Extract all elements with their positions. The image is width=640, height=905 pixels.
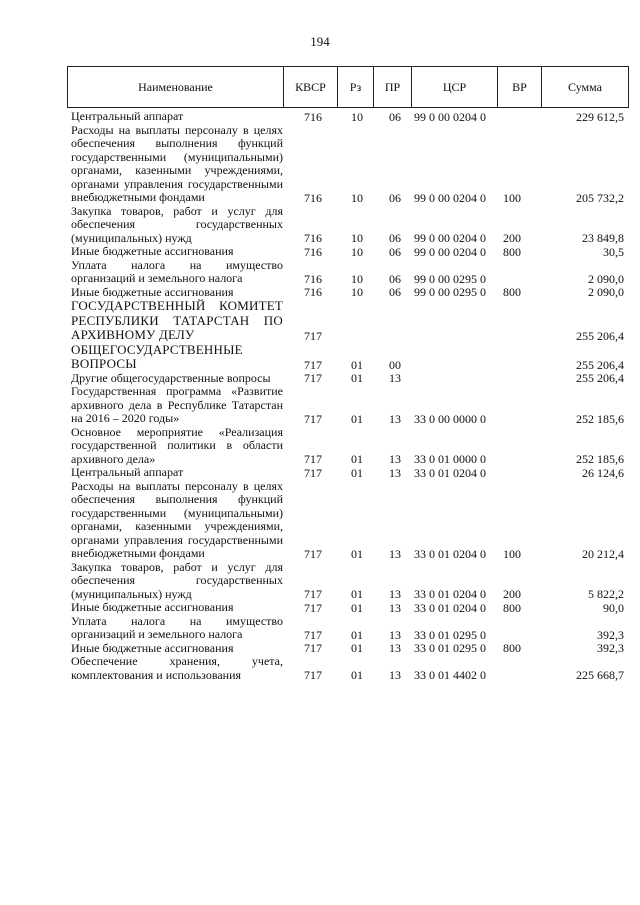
cell-vr: 100 bbox=[503, 546, 521, 561]
cell-rz: 01 bbox=[351, 600, 363, 615]
cell-rz: 10 bbox=[351, 244, 363, 259]
cell-pr: 13 bbox=[389, 546, 401, 561]
cell-csr: 99 0 00 0204 0 bbox=[414, 109, 486, 124]
cell-pr: 13 bbox=[389, 465, 401, 480]
row-values bbox=[67, 628, 628, 642]
cell-csr: 33 0 00 0000 0 bbox=[414, 411, 486, 426]
cell-kvsr: 717 bbox=[304, 668, 322, 682]
cell-rz: 01 bbox=[351, 357, 363, 372]
cell-kvsr: 716 bbox=[304, 109, 322, 124]
page-number: 194 bbox=[310, 34, 330, 49]
cell-rz: 01 bbox=[351, 411, 363, 426]
cell-name: Иные бюджетные ассигнования bbox=[71, 244, 234, 258]
row-values bbox=[67, 231, 628, 245]
cell-sum: 255 206,4 bbox=[576, 328, 624, 343]
cell-pr: 13 bbox=[389, 641, 401, 655]
table-row bbox=[67, 561, 628, 602]
header-sum: Сумма bbox=[542, 67, 629, 108]
cell-name: Расходы на выплаты персоналу в целях обеспечения выполнения функций государственными (муниципальными) органами, казенными учреждениями, органами управления государственными внебюджетными фондами bbox=[71, 478, 283, 560]
cell-name: Закупка товаров, работ и услуг для обеспечения государственных (муниципальных) нужд bbox=[71, 559, 283, 601]
cell-kvsr: 716 bbox=[304, 190, 322, 205]
cell-name: Закупка товаров, работ и услуг для обеспечения государственных (муниципальных) нужд bbox=[71, 203, 283, 245]
cell-name: ОБЩЕГОСУДАРСТВЕННЫЕ ВОПРОСЫ bbox=[71, 341, 243, 371]
cell-sum: 90,0 bbox=[603, 600, 624, 615]
table-row bbox=[67, 601, 628, 615]
cell-csr: 99 0 00 0204 0 bbox=[414, 190, 486, 205]
cell-pr: 06 bbox=[389, 285, 401, 299]
table-row bbox=[67, 480, 628, 561]
table-body bbox=[67, 110, 628, 682]
cell-pr: 00 bbox=[389, 357, 401, 372]
cell-sum: 229 612,5 bbox=[576, 109, 624, 124]
row-values bbox=[67, 110, 628, 124]
cell-vr: 800 bbox=[503, 641, 521, 655]
cell-csr: 99 0 00 0204 0 bbox=[414, 231, 486, 245]
cell-sum: 252 185,6 bbox=[576, 411, 624, 426]
row-values bbox=[67, 668, 628, 682]
cell-csr: 33 0 01 0204 0 bbox=[414, 465, 486, 480]
cell-csr: 33 0 01 0204 0 bbox=[414, 587, 486, 601]
cell-kvsr: 716 bbox=[304, 285, 322, 299]
cell-sum: 225 668,7 bbox=[576, 668, 624, 682]
cell-sum: 2 090,0 bbox=[588, 285, 624, 299]
cell-kvsr: 716 bbox=[304, 231, 322, 245]
cell-name: Иные бюджетные ассигнования bbox=[71, 640, 234, 655]
row-values bbox=[67, 412, 628, 426]
row-values bbox=[67, 371, 628, 385]
cell-kvsr: 717 bbox=[304, 627, 322, 642]
cell-rz: 01 bbox=[351, 641, 363, 655]
header-rz: Рз bbox=[338, 67, 374, 108]
cell-kvsr: 717 bbox=[304, 641, 322, 655]
cell-csr: 33 0 01 0000 0 bbox=[414, 452, 486, 466]
cell-pr: 06 bbox=[389, 244, 401, 259]
table-row bbox=[67, 642, 628, 656]
cell-sum: 205 732,2 bbox=[576, 190, 624, 205]
cell-rz: 10 bbox=[351, 190, 363, 205]
cell-name: Уплата налога на имущество организаций и земельного налога bbox=[71, 257, 283, 285]
cell-kvsr: 717 bbox=[304, 465, 322, 480]
cell-kvsr: 717 bbox=[304, 328, 322, 343]
cell-sum: 255 206,4 bbox=[576, 371, 624, 385]
table-row bbox=[67, 110, 628, 124]
cell-name: ГОСУДАРСТВЕННЫЙ КОМИТЕТ РЕСПУБЛИКИ ТАТАРСТАН ПО АРХИВНОМУ ДЕЛУ bbox=[71, 298, 283, 342]
cell-rz: 01 bbox=[351, 668, 363, 682]
cell-pr: 13 bbox=[389, 371, 401, 385]
cell-rz: 01 bbox=[351, 465, 363, 480]
cell-sum: 30,5 bbox=[603, 244, 624, 259]
table-header bbox=[67, 66, 629, 108]
row-values bbox=[67, 466, 628, 480]
cell-kvsr: 717 bbox=[304, 452, 322, 466]
cell-name: Государственная программа «Развитие архивного дела в Республике Татарстан на 2016 – 2020 годы» bbox=[71, 384, 283, 425]
cell-kvsr: 717 bbox=[304, 600, 322, 615]
cell-kvsr: 716 bbox=[304, 244, 322, 259]
cell-rz: 01 bbox=[351, 587, 363, 601]
row-values bbox=[67, 547, 628, 561]
cell-pr: 13 bbox=[389, 627, 401, 642]
table-row bbox=[67, 372, 628, 386]
cell-sum: 2 090,0 bbox=[588, 271, 624, 286]
cell-sum: 5 822,2 bbox=[588, 587, 624, 601]
table-row bbox=[67, 259, 628, 286]
header-kvsr: КВСР bbox=[284, 67, 338, 108]
table-row bbox=[67, 343, 628, 372]
cell-csr: 33 0 01 0295 0 bbox=[414, 641, 486, 655]
row-values bbox=[67, 272, 628, 286]
cell-name: Уплата налога на имущество организаций и земельного налога bbox=[71, 613, 283, 641]
table-row bbox=[67, 655, 628, 682]
table-row bbox=[67, 124, 628, 205]
table-row bbox=[67, 245, 628, 259]
cell-pr: 06 bbox=[389, 231, 401, 245]
table-row bbox=[67, 205, 628, 246]
cell-sum: 26 124,6 bbox=[582, 465, 624, 480]
cell-sum: 20 212,4 bbox=[582, 546, 624, 561]
cell-csr: 33 0 01 4402 0 bbox=[414, 668, 486, 682]
cell-name: Центральный аппарат bbox=[71, 465, 184, 479]
cell-name: Иные бюджетные ассигнования bbox=[71, 600, 234, 614]
cell-pr: 06 bbox=[389, 109, 401, 124]
cell-pr: 13 bbox=[389, 452, 401, 466]
cell-vr: 800 bbox=[503, 600, 521, 615]
cell-vr: 800 bbox=[503, 244, 521, 259]
cell-sum: 392,3 bbox=[597, 627, 624, 642]
table-row bbox=[67, 615, 628, 642]
cell-vr: 200 bbox=[503, 231, 521, 245]
cell-sum: 23 849,8 bbox=[582, 231, 624, 245]
header-csr: ЦСР bbox=[412, 67, 498, 108]
cell-csr: 99 0 00 0295 0 bbox=[414, 271, 486, 286]
cell-rz: 10 bbox=[351, 285, 363, 299]
row-values bbox=[67, 191, 628, 205]
cell-pr: 13 bbox=[389, 668, 401, 682]
table-row bbox=[67, 385, 628, 426]
row-values bbox=[67, 641, 628, 655]
cell-rz: 01 bbox=[351, 452, 363, 466]
cell-pr: 13 bbox=[389, 600, 401, 615]
cell-kvsr: 716 bbox=[304, 271, 322, 286]
cell-csr: 33 0 01 0204 0 bbox=[414, 546, 486, 561]
cell-rz: 01 bbox=[351, 546, 363, 561]
header-pr: ПР bbox=[374, 67, 412, 108]
cell-csr: 99 0 00 0204 0 bbox=[414, 244, 486, 259]
cell-sum: 255 206,4 bbox=[576, 357, 624, 372]
cell-pr: 13 bbox=[389, 587, 401, 601]
cell-pr: 06 bbox=[389, 190, 401, 205]
cell-csr: 33 0 01 0204 0 bbox=[414, 600, 486, 615]
table-row bbox=[67, 286, 628, 300]
cell-name: Основное мероприятие «Реализация государственной политики в области архивного дела» bbox=[71, 424, 283, 466]
cell-kvsr: 717 bbox=[304, 357, 322, 372]
row-values bbox=[67, 329, 628, 343]
cell-vr: 100 bbox=[503, 190, 521, 205]
row-values bbox=[67, 358, 628, 372]
row-values bbox=[67, 601, 628, 615]
cell-name: Расходы на выплаты персоналу в целях обеспечения выполнения функций государственными (муниципальными) органами, казенными учреждениями, органами управления государственными внебюджетными фондами bbox=[71, 122, 283, 204]
cell-sum: 392,3 bbox=[597, 641, 624, 655]
cell-rz: 01 bbox=[351, 627, 363, 642]
cell-pr: 13 bbox=[389, 411, 401, 426]
cell-rz: 10 bbox=[351, 231, 363, 245]
cell-name: Обеспечение хранения, учета, комплектования и использования bbox=[71, 654, 283, 682]
cell-csr: 33 0 01 0295 0 bbox=[414, 627, 486, 642]
cell-csr: 99 0 00 0295 0 bbox=[414, 285, 486, 299]
cell-kvsr: 717 bbox=[304, 411, 322, 426]
cell-rz: 10 bbox=[351, 109, 363, 124]
header-vr: ВР bbox=[498, 67, 542, 108]
cell-name: Иные бюджетные ассигнования bbox=[71, 284, 234, 299]
cell-name: Другие общегосударственные вопросы bbox=[71, 370, 271, 385]
cell-kvsr: 717 bbox=[304, 546, 322, 561]
row-values bbox=[67, 285, 628, 299]
cell-kvsr: 717 bbox=[304, 371, 322, 385]
cell-rz: 10 bbox=[351, 271, 363, 286]
header-name: Наименование bbox=[68, 67, 284, 108]
row-values bbox=[67, 587, 628, 601]
table-row bbox=[67, 466, 628, 480]
cell-sum: 252 185,6 bbox=[576, 452, 624, 466]
row-values bbox=[67, 245, 628, 259]
cell-vr: 800 bbox=[503, 285, 521, 299]
cell-kvsr: 717 bbox=[304, 587, 322, 601]
cell-rz: 01 bbox=[351, 371, 363, 385]
cell-pr: 06 bbox=[389, 271, 401, 286]
table-row bbox=[67, 299, 628, 343]
cell-name: Центральный аппарат bbox=[71, 109, 184, 123]
cell-vr: 200 bbox=[503, 587, 521, 601]
row-values bbox=[67, 452, 628, 466]
table-row bbox=[67, 426, 628, 467]
